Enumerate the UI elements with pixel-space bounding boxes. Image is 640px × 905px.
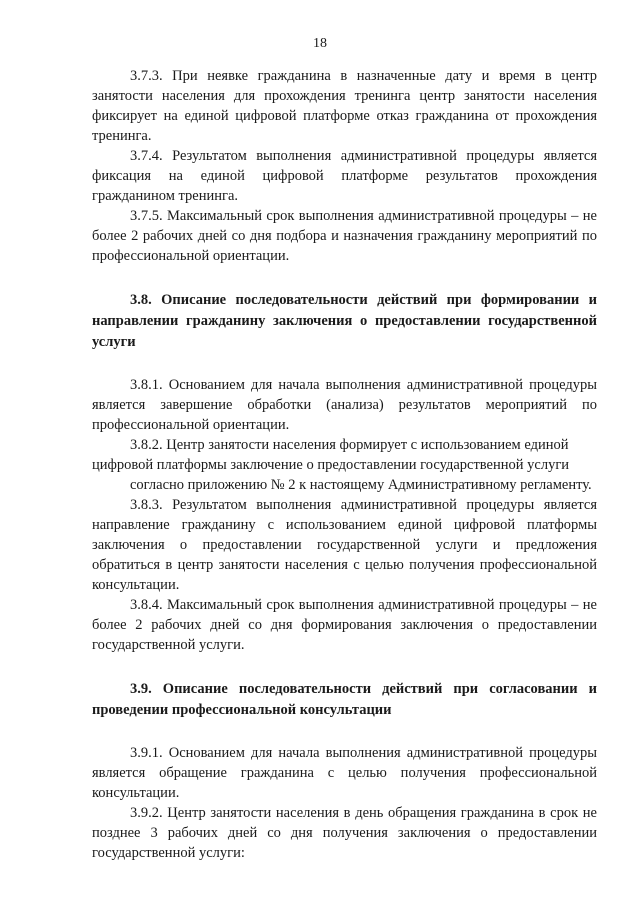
paragraph-3-8-1: 3.8.1. Основанием для начала выполнения административной процедуры является завершение обработки (анализа) результатов мероприятий по профессиональной ориентации. [92, 377, 597, 433]
paragraph-3-7-5: 3.7.5. Максимальный срок выполнения административной процедуры – не более 2 рабочих дней со дня подбора и назначения гражданину мероприятий по профессиональной ориентации. [92, 208, 597, 264]
paragraph-3-7-3: 3.7.3. При неявке гражданина в назначенные дату и время в центр занятости населения для прохождения тренинга центр занятости населения фиксирует на единой цифровой платформе отказ гражданина от прохождения тренинга. [92, 68, 597, 144]
section-heading-3-9: 3.9. Описание последовательности действий при согласовании и проведении профессиональной консультации [92, 681, 597, 718]
paragraph-3-7-4: 3.7.4. Результатом выполнения административной процедуры является фиксация на единой цифровой платформе результатов прохождения гражданином тренинга. [92, 148, 597, 204]
section-heading-3-8: 3.8. Описание последовательности действий при формировании и направлении гражданину заключения о предоставлении государственной услуги [92, 292, 597, 350]
paragraph-3-9-1: 3.9.1. Основанием для начала выполнения административной процедуры является обращение гражданина с целью получения профессиональной консультации. [92, 745, 597, 801]
paragraph-3-8-3: 3.8.3. Результатом выполнения административной процедуры является направление гражданину с использованием единой цифровой платформы заключения о предоставлении государственной услуги и предложения обратиться в центр занятости населения с целью получения профессиональной консультации. [92, 497, 597, 593]
paragraph-3-8-4: 3.8.4. Максимальный срок выполнения административной процедуры – не более 2 рабочих дней со дня формирования заключения о предоставлении государственной услуги. [92, 597, 597, 653]
paragraph-3-8-2: 3.8.2. Центр занятости населения формирует с использованием единой цифровой платформы заключение о предоставлении государственной услуги [92, 437, 570, 473]
paragraph-3-8-2-continued: согласно приложению № 2 к настоящему Административному регламенту. [130, 477, 592, 493]
paragraph-3-9-2: 3.9.2. Центр занятости населения в день обращения гражданина в срок не позднее 3 рабочих дней со дня получения заключения о предоставлении государственной услуги: [92, 805, 597, 861]
document-body [92, 66, 597, 863]
page-number: 18 [313, 36, 327, 51]
